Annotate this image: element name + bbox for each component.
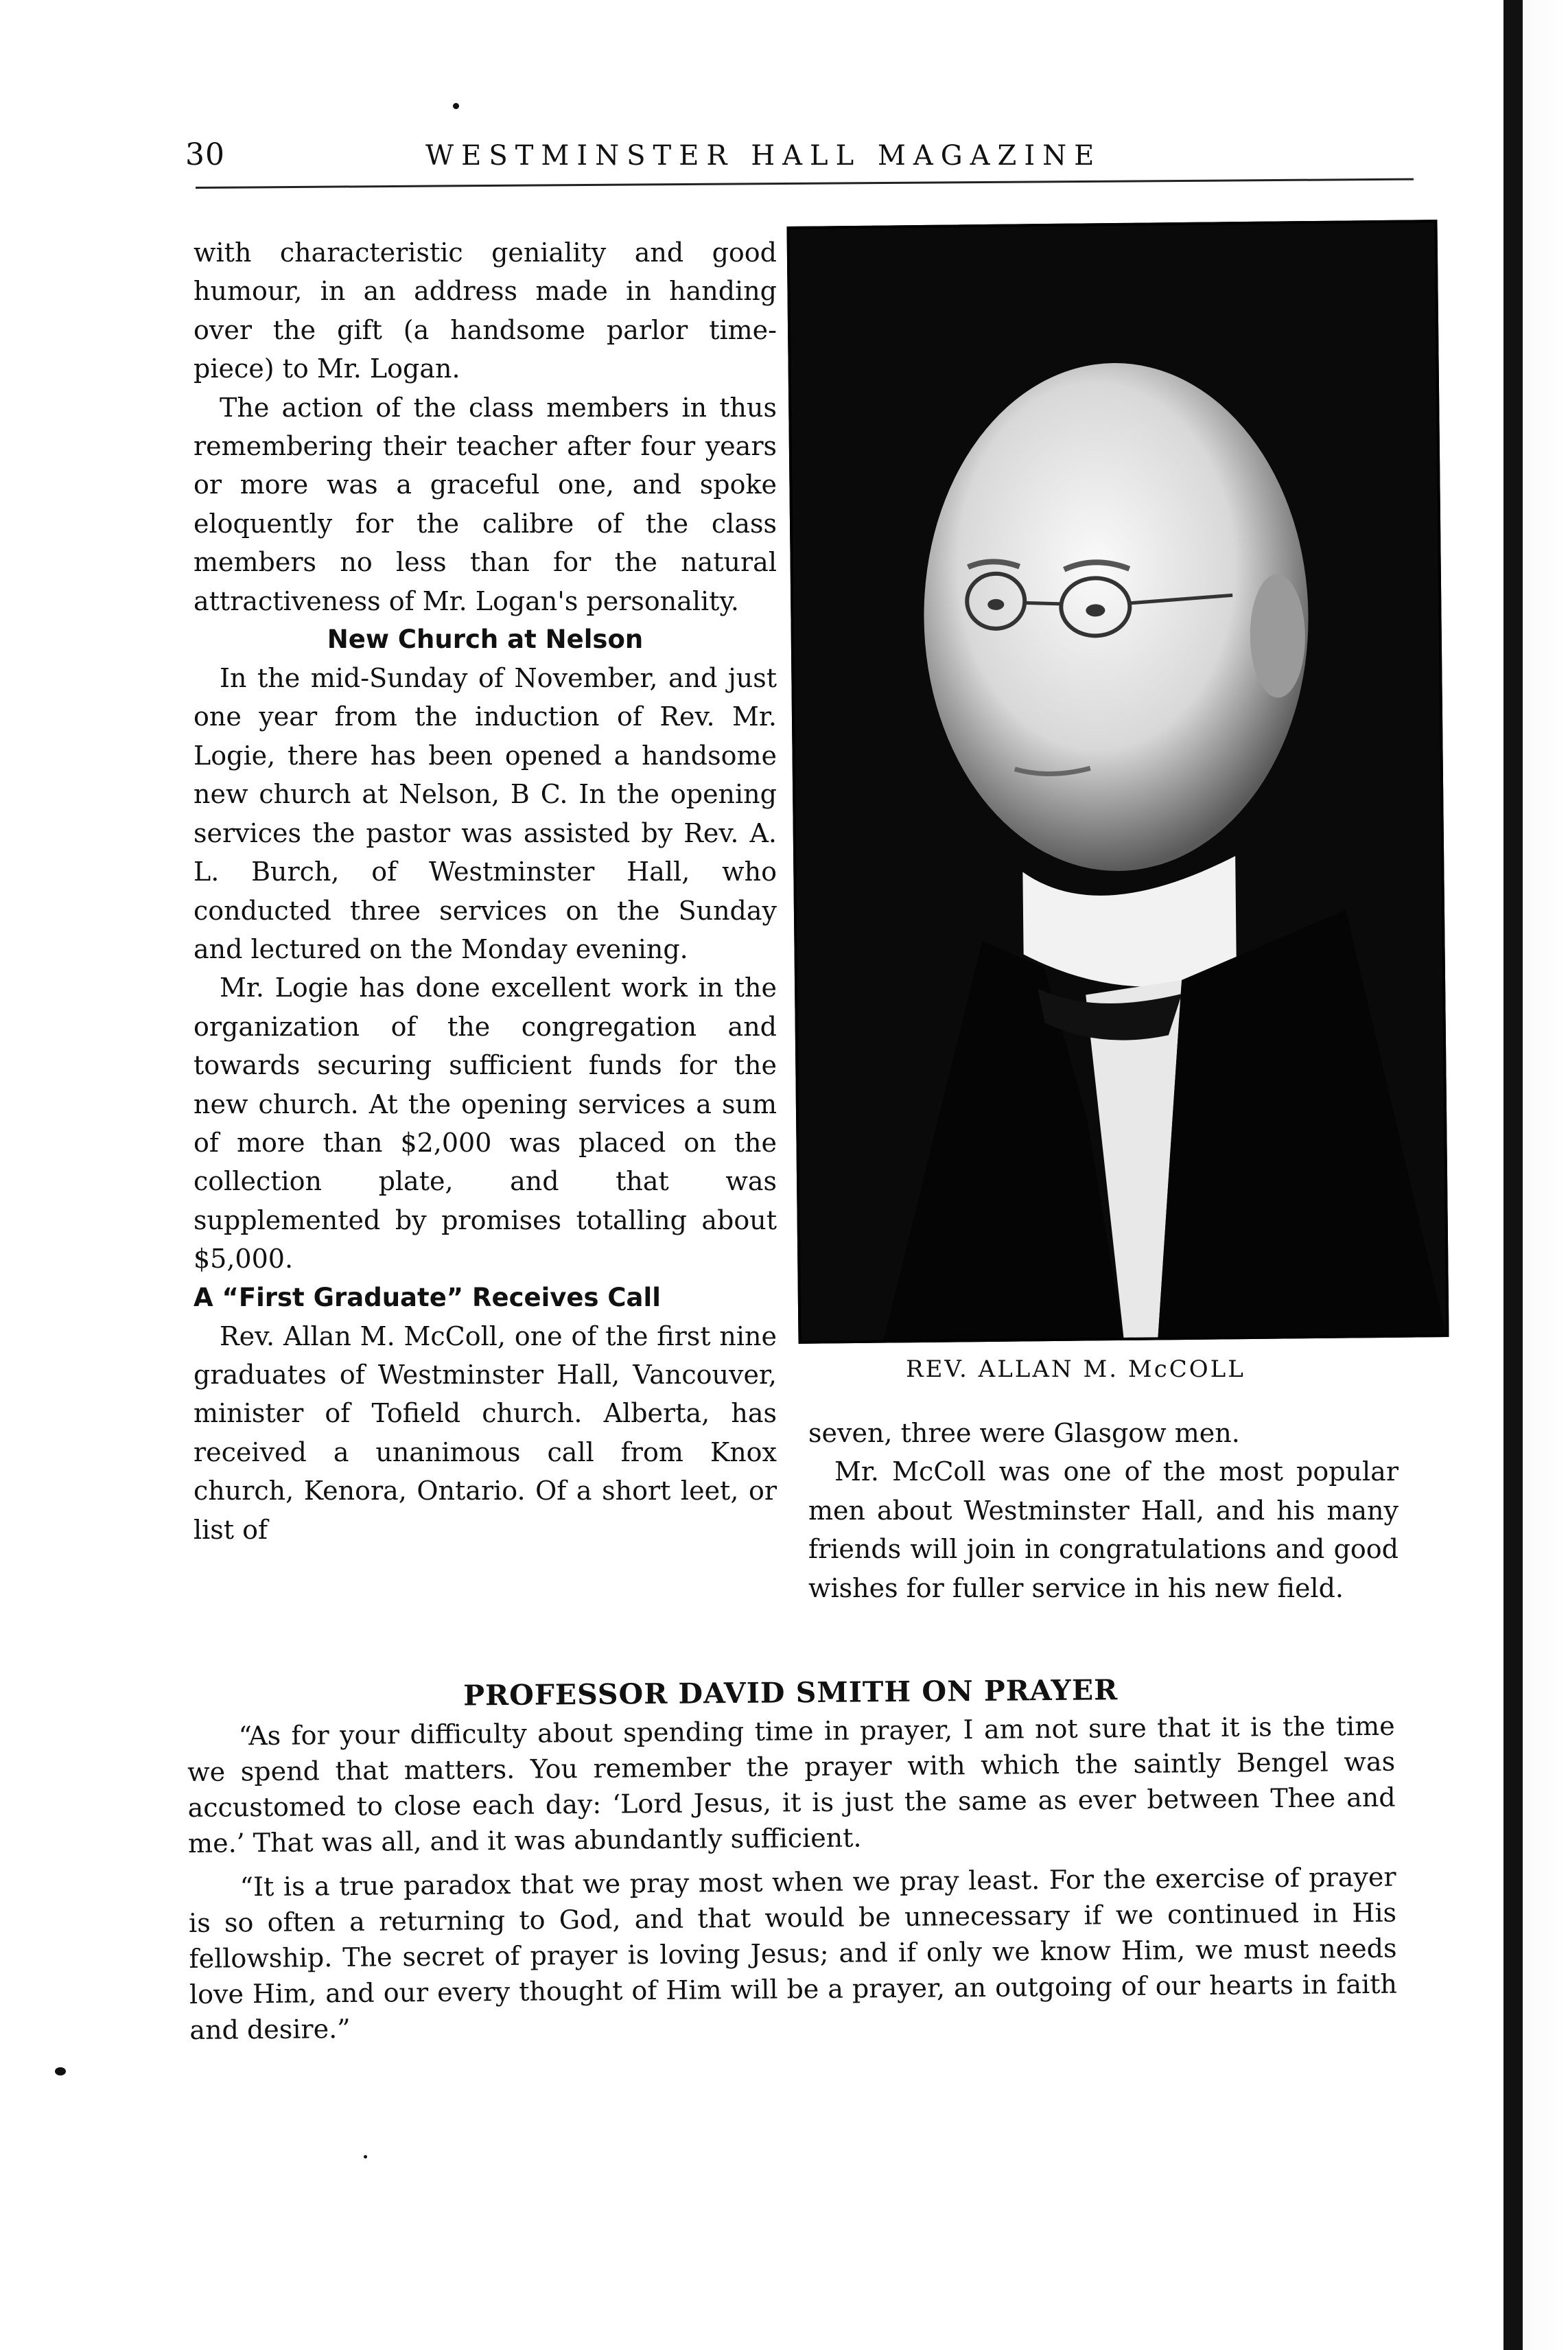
paragraph: Mr. McColl was one of the most popular men about Westminster Hall, and his many friends will join in congratulations and good wishes for fuller service in his new field. (808, 1456, 1399, 1603)
paragraph: Mr. Logie has done excellent work in the organization of the congregation and towards securing sufficient funds for the new church. At the opening services a sum of more than $2,000 was placed on the collection plate, and that was supplemented by promises totalling about $5,000. (194, 973, 777, 1275)
section-heading-graduate: A “First Graduate” Receives Call (194, 1282, 661, 1312)
prayer-article (187, 1671, 1398, 2056)
paragraph: Rev. Allan M. McColl, one of the first nine graduates of Westminster Hall, Vancouver, minister of Tofield church. Alberta, has received a unanimous call from Knox church, Kenora, Ontario. Of a short leet, or list of (194, 1321, 777, 1545)
ink-speck (453, 103, 459, 109)
running-title: WESTMINSTER HALL MAGAZINE (425, 140, 1102, 172)
paragraph: with characteristic geniality and good humour, in an address made in handing over the gift (a handsome parlor time-piece) to Mr. Logan. (194, 237, 777, 384)
left-column (194, 233, 777, 1549)
photo-caption: REV. ALLAN M. McCOLL (906, 1356, 1245, 1383)
paragraph: “As for your difficulty about spending time in prayer, I am not sure that it is the time we spend that matters. You remember the prayer with which the saintly Bengel was accustomed to close each day: ‘Lord Jesus, it is just the same as ever between Thee and me.’ That was all, and it was abundantly sufficient. (187, 1710, 1396, 1859)
paragraph: seven, three were Glasgow men. (808, 1418, 1240, 1448)
article-title: PROFESSOR DAVID SMITH ON PRAYER (463, 1673, 1119, 1712)
section-heading-nelson: New Church at Nelson (327, 625, 644, 655)
portrait-image (790, 222, 1447, 1341)
portrait-photo (787, 220, 1449, 1344)
paragraph: In the mid-Sunday of November, and just one year from the induction of Rev. Mr. Logie, there has been opened a handsome new church at Nelson, B C. In the opening services the pastor was assisted by Rev. A. L. Burch, of Westminster Hall, who conducted three services on the Sunday and lectured on the Monday evening. (194, 663, 777, 964)
ink-speck (55, 2067, 66, 2075)
ink-speck (364, 2155, 367, 2159)
right-column (808, 1414, 1399, 1607)
page-header (185, 137, 1407, 185)
scan-border (1499, 0, 1568, 2350)
paragraph: “It is a true paradox that we pray most when we pray least. For the exercise of prayer is so often a returning to God, and that would be unnecessary if we continued in His fellowship. The secret of prayer is loving Jesus; and if only we know Him, we must needs love Him, and our every thought of Him will be a prayer, an outgoing of our hearts in faith and desire.” (188, 1861, 1398, 2045)
page-number: 30 (185, 137, 225, 172)
paragraph: The action of the class members in thus remembering their teacher after four years or more was a graceful one, and spoke eloquently for the calibre of the class members no less than for the natural attractiveness of Mr. Logan's personality. (194, 392, 777, 616)
